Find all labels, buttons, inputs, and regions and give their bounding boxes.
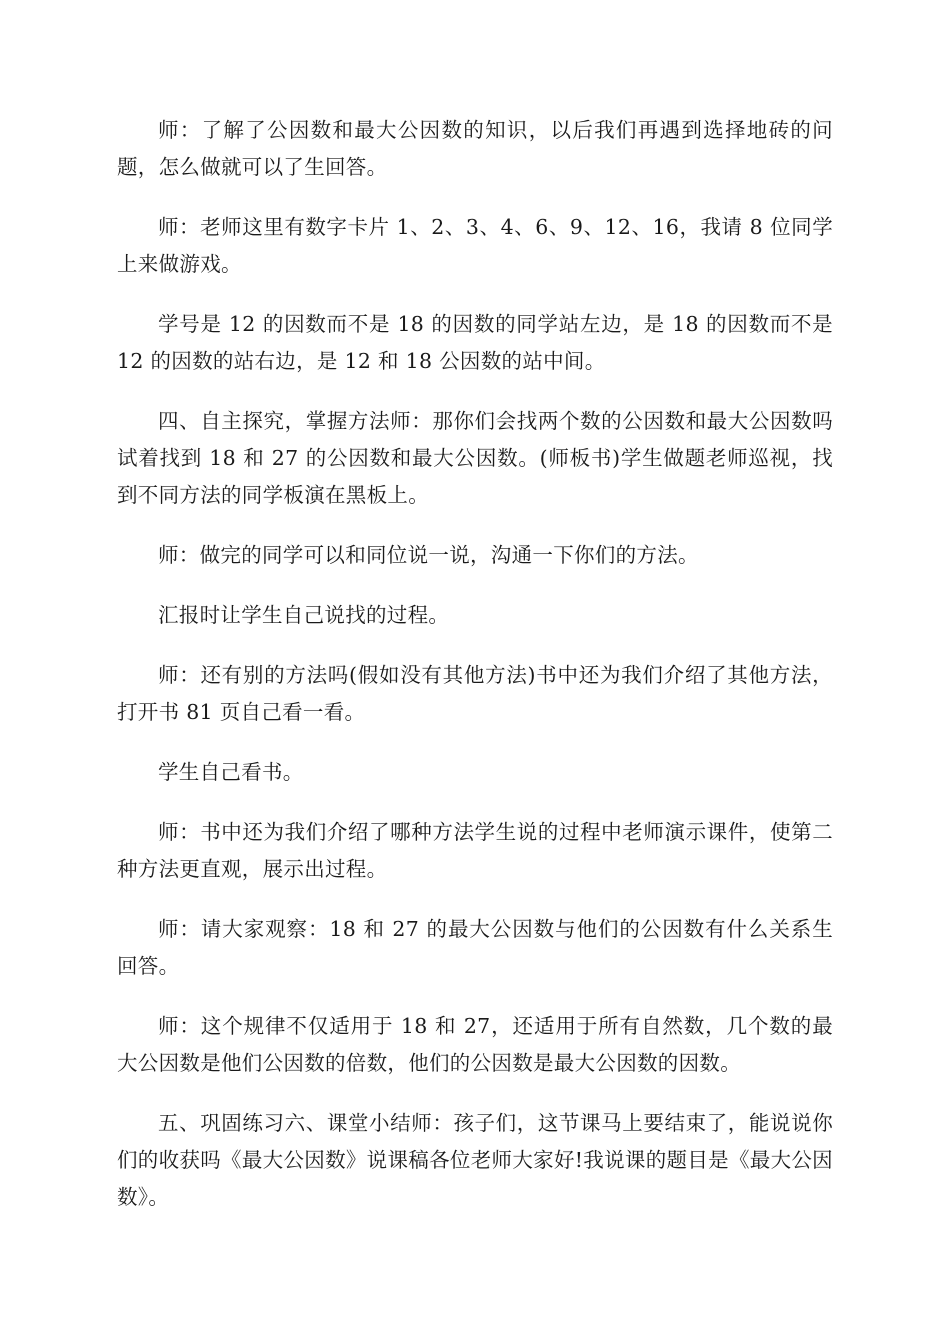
paragraph: 师：还有别的方法吗(假如没有其他方法)书中还为我们介绍了其他方法，打开书 81 页自己看一看。	[117, 663, 833, 724]
paragraph: 汇报时让学生自己说找的过程。	[158, 603, 450, 627]
paragraph: 师：老师这里有数字卡片 1、2、3、4、6、9、12、16，我请 8 位同学上来做游戏。	[117, 215, 833, 276]
paragraph: 四、自主探究，掌握方法师：那你们会找两个数的公因数和最大公因数吗试着找到 18 和 27 的公因数和最大公因数。(师板书)学生做题老师巡视，找到不同方法的同学板演在黑板上。	[117, 409, 833, 507]
paragraph: 学号是 12 的因数而不是 18 的因数的同学站左边，是 18 的因数而不是 12 的因数的站右边，是 12 和 18 公因数的站中间。	[117, 312, 833, 373]
paragraph: 五、巩固练习六、课堂小结师：孩子们，这节课马上要结束了，能说说你们的收获吗《最大公因数》说课稿各位老师大家好!我说课的题目是《最大公因数》。	[117, 1111, 833, 1209]
paragraph: 师：请大家观察：18 和 27 的最大公因数与他们的公因数有什么关系生回答。	[117, 917, 833, 978]
paragraph: 师：书中还为我们介绍了哪种方法学生说的过程中老师演示课件，使第二种方法更直观，展示出过程。	[117, 820, 833, 881]
paragraph: 师：了解了公因数和最大公因数的知识，以后我们再遇到选择地砖的问题，怎么做就可以了生回答。	[117, 118, 833, 179]
paragraph: 师：这个规律不仅适用于 18 和 27，还适用于所有自然数，几个数的最大公因数是他们公因数的倍数，他们的公因数是最大公因数的因数。	[117, 1014, 833, 1075]
paragraph: 学生自己看书。	[158, 760, 304, 784]
paragraph: 师：做完的同学可以和同位说一说，沟通一下你们的方法。	[158, 543, 699, 567]
document-body	[117, 112, 833, 1239]
